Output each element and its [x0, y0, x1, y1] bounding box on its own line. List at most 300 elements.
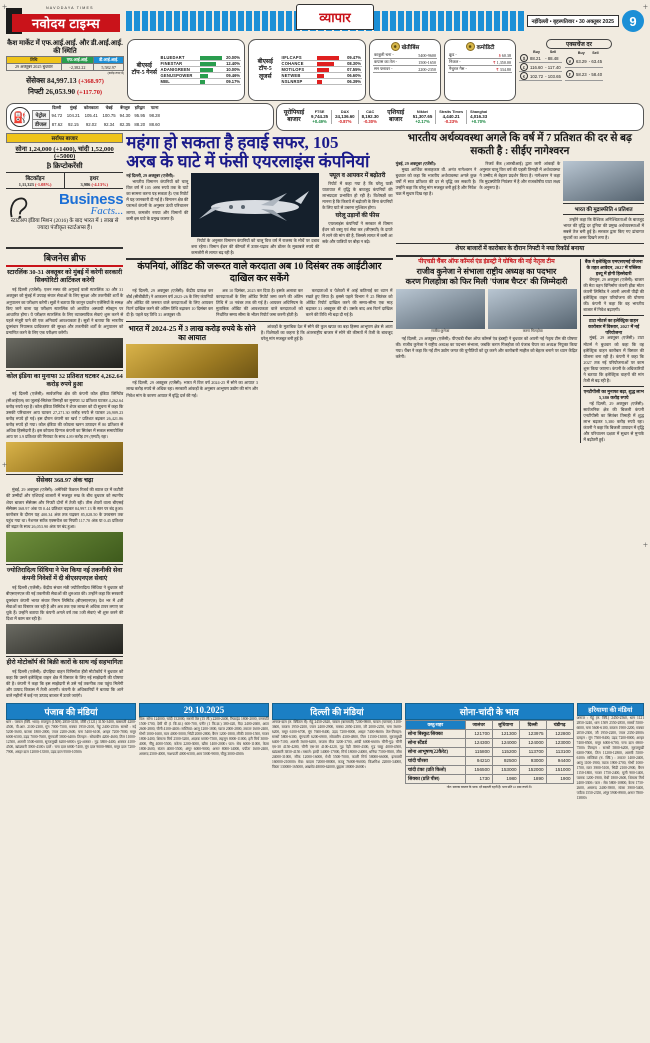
ticker-name: FINESTAR: [160, 61, 199, 67]
fii-note: (करोड़ रुपए में): [107, 71, 124, 76]
punjab-mandi-title: पंजाब की मंडियां: [6, 703, 136, 720]
lead-headline-line2: अरब के घाटे में फंसी एयरलाइंस कंपनियां: [126, 152, 370, 172]
story2-main: [396, 259, 578, 443]
lead-top-row: [126, 173, 392, 256]
gold-item-name: सोना स्टैंडर्ड: [405, 738, 465, 747]
brief-divider: [6, 370, 123, 371]
fuel-city: बेंगलुरु: [120, 104, 130, 110]
brief-article: [6, 269, 123, 371]
fii-row-fii: -2,382.22: [61, 64, 94, 71]
agri-seal-icon: ✹: [391, 42, 400, 51]
commodity-title: कमोडिटी: [476, 44, 495, 51]
market-data-strip: [6, 39, 644, 101]
brief-article: [6, 659, 123, 700]
punjab-mandi: [6, 703, 136, 802]
mid-story2-right: [261, 324, 393, 399]
lead-body-2: रिपोर्ट के अनुसार विमानन कंपनियों को चालू वित्त वर्ष में राजस्व के मोर्चे पर दबाव बना रहेगा। विमान ईंधन की कीमतों में उतार-चढ़ाव और डॉलर के मुकाबले रुपये की कमजोरी से लागत बढ़ रही है।: [191, 238, 320, 256]
index-value: 4,016.33: [470, 114, 488, 119]
mandi-section: [6, 703, 644, 802]
commodity-table: [448, 52, 512, 73]
losers-rows: [281, 55, 362, 85]
lead-col-3: [322, 173, 392, 256]
gold-item-name: चांदी चौरसा: [405, 756, 465, 765]
small-story-head: बैंक ने इलेक्ट्रिक एमएसएमई योजना के तहत आवेदन, 2027 में पब्लिक इश्यू में होगी हिस्सेदारी: [584, 259, 643, 276]
change-percent: 06.60%: [340, 73, 362, 79]
gold-head-row: [405, 720, 573, 729]
gold-price-cell: 122800: [546, 729, 573, 738]
table-row: [160, 79, 241, 85]
top-gainers-panel: [127, 39, 245, 101]
gold-price-cell: 113700: [519, 747, 546, 756]
gold-table-body: [405, 729, 573, 783]
gold-price-cell: 92500: [492, 756, 519, 765]
forex-right-rows: [565, 56, 603, 81]
index-change: -0.23%: [444, 119, 458, 124]
europe-title: यूरोपियाई बाजार: [283, 110, 305, 123]
brief-article: [6, 477, 123, 565]
losers-table: [281, 55, 362, 85]
agri-rows: [373, 52, 437, 73]
brief-article-body: नई दिल्ली (एजेंसी): केंद्रीय संचार मंत्री ज्योतिरादित्य सिंधिया ने बुधवार को बीएसएनएल की नई तकनीकी सेवाओं की शुरुआत की। उन्होंने कहा कि सरकारी दूरसंचार कंपनी भारत संचार निगम लिमिटेड (बीएसएनएल) देश भर में 4जी सेवाओं का विस्तार कर रही है और अब तक एक लाख से अधिक टावर लगाए जा चुके हैं। उन्होंने बताया कि कंपनी अगले वर्ष तक 5जी सेवाएं भी शुरू करने की दिशा में काम कर रही है।: [6, 585, 124, 621]
karan-gilhotra-photo: [488, 289, 577, 329]
lead-byline: नई दिल्ली, 29 अक्तूबर (एजेंसी):: [126, 173, 175, 179]
currency-symbol: ¥: [565, 56, 575, 68]
table-row: [565, 56, 603, 68]
currency-buy: 58.23: [575, 68, 588, 81]
mid-story2-body-2: आंकड़ों के मुताबिक देश में सोने की कुल खपत का बड़ा हिस्सा आभूषण क्षेत्र से आता है। विशेषज्ञों का कहना है कि अंतरराष्ट्रीय बाजार में सोने की कीमतों में तेजी के बावजूद घरेलू मांग मजबूत बनी हुई है।: [260, 323, 393, 341]
index-item: [435, 110, 466, 124]
lead-headline-line1: महंगा हो सकता है हवाई सफर, 105: [126, 133, 339, 152]
fuel-table: [32, 105, 162, 130]
crop-mark-mr: +: [642, 540, 648, 550]
gainers-table: [160, 55, 241, 85]
index-value: 24,136.60: [335, 114, 355, 119]
currency-sell: - 88.48: [544, 54, 562, 63]
crop-mark-tr: +: [642, 2, 648, 12]
mandi-date-title: 29.10.2025: [139, 703, 269, 717]
gold-price-cell: 1890: [519, 774, 546, 783]
haryana-mandi: [577, 703, 644, 802]
petrol-price: 94.72: [51, 112, 63, 118]
table-row: [519, 63, 562, 72]
right-subhead2: शेयर बाजारों में कारोबार के दौरान निफ्टी ने नया रिकॉर्ड बनाया: [455, 245, 585, 252]
sarafa-line: सोना 1,24,000 (+1400), चांदी 1,52,000 (+5000): [15, 146, 114, 160]
fuel-city: हरिद्वार: [134, 104, 145, 110]
gold-price-cell: 1900: [546, 774, 573, 783]
lead-subcaption: घरेलू उड़ानों की फीस: [335, 213, 380, 220]
page-body: [6, 133, 644, 700]
left-sidebar: [6, 133, 123, 700]
diesel-price: 92.34: [103, 121, 115, 127]
divider-3: [396, 243, 644, 244]
index-change: +0.70%: [471, 119, 486, 124]
story3-head: टाटा मोटर्स का इलेक्ट्रिक वाहन कारोबार में विस्तार, 2027 में नई परियोजना: [588, 318, 640, 335]
mid-story2-left: [126, 324, 258, 399]
brief-divider: [6, 564, 123, 565]
sensex-change: (+368.97): [78, 78, 104, 86]
ticker-name: ADANIGREEN: [160, 67, 199, 73]
change-bar: [317, 56, 339, 60]
ticker-name: NSLNRSP: [281, 79, 316, 85]
gold-city-header: लुधियाना: [492, 720, 519, 729]
section-tab: [296, 4, 374, 30]
index-value: 9,744.25: [311, 114, 329, 119]
gold-col-item: वस्तु/शहर: [405, 720, 465, 729]
index-name: Nikkei: [416, 110, 429, 114]
haryana-mandi-body: अनाज : गेहूं (रु. क्विं.) 2450-2560, धान 1121 2850-3240, धान 1509 2550-2850, सरसों 5500-6000, चना 5600-6100, बाजरा 1900-2200, मक्का 2050-2300, जौ 1950-2200, ज्वार 2350-2800। दलहन : मूंग 7500-8400, उड़द 7200-8000, अरहर 7400-8500, मसूर 6000-6700, चना दाल 6900-7500। तिलहन : सरसों 5800-6200, सूरजमुखी 6300-7000, तिल 11200-12800, अलसी 5500-6100। सब्जियां (रु. क्विं.) : टमाटर 1400-2400, आलू 1100-1900, प्याज 1900-2700, गोभी 1000-1700, मटर 3900-5100, भिंडी 2100-2900, बैंगन 1150-1800, गाजर 1750-2400, मूली 900-1400, पालक 1200-1900, मेथी 1800-2600, शिमला मिर्च 2400-3300। फल : सेब 5800-10800, केला 1750-2600, अमरूद 2400-3900, संतरा 3900-5400, पपीता 1550-2350, अंगूर 5900-8900, अनार 7800-13800।: [576, 715, 645, 801]
gold-table-head: [405, 720, 573, 729]
gold-price-cell: 153000: [492, 765, 519, 774]
story2-photo-2-wrap: [488, 289, 577, 334]
agri-value: 1500-1650: [409, 59, 437, 66]
right-byline: मुंबई, 29 अक्तूबर (एजेंसी):: [395, 160, 437, 166]
change-bar: [200, 56, 222, 60]
commodity-name: नैचुरल गैस -: [448, 66, 480, 73]
fuel-petrol-row: [33, 111, 162, 120]
brief-divider: [6, 656, 123, 657]
gold-price-cell: 156500: [465, 765, 492, 774]
table-row: [405, 774, 573, 783]
change-bar-cell: [199, 79, 223, 85]
currency-buy: 102.72: [530, 73, 544, 79]
index-item: [410, 110, 436, 124]
right-body-3: उन्होंने कहा कि वैश्विक अनिश्चितताओं के बावजूद भारत की वृद्धि दर दुनिया की प्रमुख अर्थव्यवस्थाओं में सबसे तेज बनी हुई है। सरकार द्वारा किए गए ढांचागत सुधारों का असर दिखने लगा है।: [563, 216, 645, 240]
newspaper-logo: [6, 6, 124, 36]
fii-col-dii: डी.आई.आई.: [94, 57, 124, 64]
gold-table-footnote: नोट: सराफा बाजार के भाव। दरें बदलती रहती हैं। भाव प्रति 10 ग्राम रुपये में।: [446, 784, 532, 789]
divider-5: [583, 315, 644, 316]
currency-symbol: $: [519, 54, 529, 63]
petrol-price: 94.30: [119, 112, 131, 118]
agri-name: काबुली चना -: [373, 52, 409, 59]
mid-story-cols: [126, 288, 392, 318]
table-row: [405, 747, 573, 756]
brief-article-headline: ज्योतिरादित्य सिंधिया ने पेश किया नई तकनीकी सेवा कंपनी निवेशों में दी बीएसएनएल सेवाएं: [6, 567, 123, 583]
crop-mark-ml: +: [2, 460, 8, 470]
petrol-price: 105.41: [84, 112, 98, 118]
forex-title: एक्सचेंज दर: [546, 39, 612, 49]
diesel-price: 88.20: [134, 121, 146, 127]
crypto-grid: [6, 172, 123, 189]
fuel-pump-icon: ⛽: [10, 107, 30, 127]
punjab-mandi-body: धान : परमल (क्विं. भाव): राजपुरा (1509) 2850-3150, जीरी (1121) 3150-3400, बासमती 4200-4500, पी.आर. 2100-2300, मूंग 7000-7500, मक्का 1950-2100, गेहूं 2400-2550। सरसों : नई 5200-5600, बाजरा 1800-2000, ज्वार 2200-2600, चना 5400-6100, अरहर 7200-7800, मसूर 6000-6500, उड़द 7000-7600, मूंगफली 5800-6400। तिलहन : सोयाबीन 4200-4600, तिल 11000-12500, अलसी 5500-6000, सूरजमुखी 6200-6800। गुड़-शक्कर : गुड़ 3800-4400, शक्कर 4100-4500, खांडसारी 3900-4300। दालें : चना दाल 6800-7400, मूंग दाल 9000-9800, मसूर दाल 7200-7900, अरहर दाल 12000-13500, उड़द दाल 9500-10500।: [6, 719, 136, 754]
europe-items: [308, 110, 382, 124]
currency-symbol: £: [519, 63, 529, 72]
story2-photos: [396, 289, 578, 334]
currency-symbol: €: [519, 72, 529, 81]
table-row: [281, 79, 362, 85]
change-bar: [200, 62, 216, 66]
ticker-name: GENUSPOWER: [160, 73, 199, 79]
dateline: नईदिल्ली • बृहस्पतिवार • 30 अक्तूबर 2025: [527, 15, 619, 27]
petrol-price: 95.95: [134, 112, 146, 118]
center-column: [126, 133, 392, 700]
commodity-name: निकल -: [448, 59, 480, 66]
currency-sell: - 58.40: [588, 68, 603, 81]
mid-story-headline: कंपनियां, ऑडिट की जरूरत वाले करदाता अब 10 दिसंबर तक आईटीआर दाखिल कर सकेंगे: [137, 262, 382, 285]
right-top-cols: [396, 161, 644, 241]
brief-article-body: मुंबई, 29 अक्तूबर (एजेंसी): अमेरिकी फेडरल रिजर्व की ब्याज दर में कटौती की उम्मीदों और एशियाई बाजारों में मजबूत रुख के बीच बुधवार को स्थानीय शेयर बाजार सेंसेक्स और निफ्टी दोनों में तेजी रही। तीस शेयरों वाला बीएसई सेंसेक्स 368.97 अंक या 0.44 प्रतिशत चढ़कर 84,997.13 के स्तर पर बंद हुआ। कारोबार के दौरान यह 400.34 अंक तक चढ़कर 85,028.50 के उच्चस्तर तक पहुंच गया था। नेशनल स्टॉक एक्सचेंज का निफ्टी 117.70 अंक या 0.45 प्रतिशत की बढ़त के साथ 26,053.90 अंक पर बंद हुआ।: [6, 487, 124, 529]
logo-latin-name: NAVODAYA TIMES: [46, 6, 94, 10]
commodity-value: $ 60.38: [480, 52, 512, 59]
divider-1: [126, 258, 392, 260]
brief-article-body: नई दिल्ली (एजेंसी): दोपहिया वाहन विनिर्माता हीरो मोटोकॉर्प ने बुधवार को कहा कि उसने इलेक्ट्रिक वाहन क्षेत्र में विस्तार के लिए नई साझेदारी की घोषणा की है। कंपनी ने कहा कि इस साझेदारी से उसे नई तकनीक तक पहुंच मिलेगी और उत्पाद विकास में तेजी आएगी। कंपनी के अधिकारियों ने बताया कि आने वाले महीनों में कई नए उत्पाद बाजार में उतारे जाएंगे।: [6, 669, 124, 699]
lead-caption: फ्यूल व आयकर में बढ़ोतरी: [329, 173, 386, 180]
gold-silver-table: [405, 720, 574, 784]
gold-price-cell: 152000: [519, 765, 546, 774]
table-row: [405, 729, 573, 738]
gainers-rows: [160, 55, 241, 85]
petrol-price: 104.21: [66, 112, 80, 118]
change-percent: 09.47%: [340, 55, 362, 61]
story4-body: नई दिल्ली, 29 अक्तूबर (एजेंसी): सार्वजनिक क्षेत्र की बिजली कंपनी एनटीपीसी का सितंबर तिमाही में शुद्ध लाभ बढ़कर 5,380 करोड़ रुपये रहा। कंपनी ने कहा कि बिजली उत्पादन में वृद्धि और परिचालन दक्षता में सुधार से मुनाफे में बढ़ोतरी हुई।: [583, 400, 644, 443]
ticker-name: MBL: [160, 79, 199, 85]
index-value: 8,192.30: [361, 114, 379, 119]
index-name: Shanghai: [470, 110, 488, 114]
forex-left-rows: [519, 54, 562, 81]
global-indices-panel: [276, 103, 644, 131]
masthead: [6, 4, 644, 38]
gold-price-cell: 123000: [546, 738, 573, 747]
sensex-value: 84,997.13: [46, 76, 77, 86]
crypto-title-label: क्रिप्टोकरेंसी: [53, 162, 83, 170]
commodity-rows: [448, 52, 512, 73]
currency-buy: 116.60: [530, 64, 543, 70]
table-row: [373, 66, 437, 73]
gold-silver-title: सोना-चांदी के भाव: [405, 703, 574, 720]
ticker-name: NETWEB: [281, 73, 316, 79]
story-text-column: नई दिल्ली, 29 अक्तूबर (एजेंसी): केंद्रीय प्रत्यक्ष कर बोर्ड (सीबीडीटी) ने आकलन वर्ष 2025-26 के लिए कंपनियों और ऑडिट की जरूरत वाले करदाताओं के लिए आयकर रिटर्न दाखिल करने की अंतिम तिथि बढ़ाकर 10 दिसंबर कर दी है। पहले यह तिथि 31 अक्तूबर थी।: [126, 288, 214, 318]
petrol-price: 100.75: [102, 112, 116, 118]
story2-caption-1: राजीव कुनेजा: [431, 328, 450, 333]
divider-4: [396, 255, 644, 257]
story4-head: एनटीपीसी का मुनाफा बढ़ा, शुद्ध लाभ 5,380 करोड़ रुपये: [583, 389, 644, 400]
table-row: [373, 59, 437, 66]
agri-name: कपास का तेल -: [373, 59, 409, 66]
fx-buy-head-l: Buy: [533, 50, 540, 54]
gold-price-cell: 123975: [519, 729, 546, 738]
gold-price-cell: 115200: [492, 747, 519, 756]
change-percent: 06.39%: [340, 79, 362, 85]
crypto-title: [6, 161, 123, 172]
table-row: [519, 72, 562, 81]
gold-city-header: चंडीगढ़: [546, 720, 573, 729]
currency-symbol: ₣: [565, 68, 575, 81]
forex-panel: [519, 39, 639, 101]
change-percent: 09.17%: [223, 79, 241, 85]
index-value: 4,440.21: [442, 114, 460, 119]
story2-photo-1-wrap: [396, 289, 485, 334]
brief-article-body: नई दिल्ली (एजेंसी): एलन मस्क की अगुवाई वाली स्टारलिंक 30 और 31 अक्तूबर को मुंबई में उपग्रह संचार सेवाओं के लिए सुरक्षा और तकनीकी शर्तों के अनुपालन का परीक्षण करेगी। सूत्रों ने बताया कि कानून प्रवर्तन एजेंसियों के समक्ष किए जाने वाला यह परीक्षण स्टारलिंक को आवंटित अस्थायी स्पेक्ट्रम पर आधारित होगा। ये परीक्षण स्टारलिंक के लिए व्यावसायिक सेवाएं शुरू करने से पहले मंजूरी पाने की एक अनिवार्य आवश्यकता है। सूत्रों ने बताया कि भारतीय दूरसंचार नियामक प्राधिकरण की सुरक्षा और तकनीकी शर्तों के अनुपालन को प्रमाणित करने के लिए एक परीक्षण करेगी।: [6, 287, 124, 335]
table-row: [519, 54, 562, 63]
lead-body-3: रिपोर्ट में कहा गया है कि घरेलू यात्री यातायात में वृद्धि के बावजूद कंपनियों की लाभप्रदता प्रभावित हो रही है। विशेषज्ञों का मानना है कि किराये में बढ़ोतरी के बिना कंपनियों के लिए घाटे से उबरना मुश्किल होगा।: [322, 180, 393, 210]
asia-title: एशियाई बाजार: [387, 110, 405, 123]
right-quote-lead: भारत की मुद्रास्फीति 4 प्रतिशत: [563, 203, 644, 215]
crypto-change: (-4.13%): [91, 182, 108, 187]
gold-price-cell: 94400: [546, 756, 573, 765]
crypto-item: [64, 173, 123, 188]
index-name: Straits Times: [439, 110, 464, 114]
table-row: [405, 765, 573, 774]
commodity-seal-icon: ✹: [466, 42, 475, 51]
commodity-value: ₹ 1,350.00: [480, 59, 512, 66]
index-item: [358, 110, 382, 124]
mid-story2-wrap: [126, 324, 392, 399]
brief-article-headline: कोल इंडिया का मुनाफा 32 प्रतिशत घटकर 4,262.64 करोड़ रुपये हुआ: [6, 373, 123, 389]
diesel-price: 82.35: [119, 121, 131, 127]
index-item: [331, 110, 358, 124]
agri-name: सन फ्लावर -: [373, 66, 409, 73]
fx-sell-head-r: Sell: [592, 50, 599, 55]
gold-price-cell: 94210: [465, 756, 492, 765]
fii-row-dii: 5,582.97: [94, 64, 124, 71]
ticker-name: MOTILOFS: [281, 67, 316, 73]
petrol-price: 98.28: [149, 112, 160, 118]
commodity-panel: [444, 39, 516, 101]
gold-price-cell: 93000: [519, 756, 546, 765]
gold-item-name: सोना आभूषण(22कैरेट): [405, 747, 465, 756]
currency-sell: - 63.45: [588, 56, 603, 68]
change-bar: [200, 80, 205, 84]
agri-panel: [369, 39, 441, 101]
airplane-photo: [191, 173, 319, 237]
index-item: [308, 110, 331, 124]
lead-col-1: [126, 173, 188, 256]
currency-sell: - 103.65: [545, 73, 561, 79]
fuel-city: पटना: [150, 104, 159, 110]
fii-row-date: 29 अक्तूबर 2025 बुधवार: [7, 64, 62, 71]
agri-value: 5400-9600: [409, 52, 437, 59]
diesel-price: 88.60: [149, 121, 160, 127]
gold-price-cell: 121300: [492, 729, 519, 738]
story2-kicker: पीएचडी चैंबर ऑफ कॉमर्स एंड इंडस्ट्री ने घोषित की नई नेतृत्व टीम: [418, 259, 555, 266]
fuel-city: दिल्ली: [52, 104, 62, 110]
table-row: [565, 68, 603, 81]
fii-col-fii: एफ.आई.आई.: [61, 57, 94, 64]
story-text-column: करदाताओं व पेशेवरों में आई कठिनाई का ध्यान में रखते हुए लिया है। इससे पहले विभाग ने 25 सितंबर को ऑडिट रिपोर्ट दाखिल करने की समय-सीमा एक माह बढ़ाकर 31 अक्तूबर की थी। उसके बाद अब रिटर्न दाखिल करने की तिथि भी बढ़ा दी गई है।: [305, 288, 393, 318]
ticker-name: BLUEDART: [160, 55, 199, 61]
index-name: DAX: [340, 110, 349, 114]
haryana-mandi-title: हरियाणा की मंडियां: [577, 703, 644, 716]
lead-photo-wrap: [191, 173, 319, 256]
nifty-change: (+117.70): [76, 89, 103, 97]
section-tab-label: व्यापार: [319, 10, 351, 25]
divider-6: [583, 386, 644, 387]
business-facts-text: स्टार्टअप इंडिया मिशन (2016) के बाद भारत में 1 लाख से ज्यादा पंजीकृत स्टार्टअप्स हैं।: [10, 218, 119, 232]
change-percent: 08.30%: [340, 61, 362, 67]
ticker-name: IIFLCAPS: [281, 55, 316, 61]
change-percent: 20.00%: [223, 55, 241, 61]
nifty-value: 26,053.90: [45, 87, 76, 97]
gold-price-cell: 121700: [465, 729, 492, 738]
right-headline: भारतीय अर्थव्यवस्था अगले कि वर्ष में 7 प्रतिशत की दर से बढ़ सकती है : सीईए नागेश्वरन: [407, 133, 632, 157]
fx-buy-head-r: Buy: [577, 50, 585, 55]
brief-divider: [6, 474, 123, 475]
crop-mark-tl: +: [2, 2, 8, 12]
nifty-line: [6, 87, 124, 97]
business-facts-title: Business: [58, 191, 124, 208]
crypto-icon: ₿: [46, 162, 52, 170]
agri-title: खेतीबिंस: [401, 44, 420, 51]
fuel-price-panel: [6, 103, 274, 131]
petrol-label: पेट्रोल: [33, 111, 50, 120]
gold-price-cell: 1730: [465, 774, 492, 783]
gold-price-cell: 151000: [546, 765, 573, 774]
commodity-title-row: [448, 42, 512, 51]
forex-columns: [519, 50, 639, 81]
story3-body: मुंबई, 29 अक्तूबर (एजेंसी): टाटा मोटर्स ने बुधवार को कहा कि वह इलेक्ट्रिक वाहन कारोबार में विस्तार की योजना बना रही है। कंपनी ने कहा कि 2027 तक नई परियोजनाओं पर काम शुरू किया जाएगा। कंपनी के अधिकारियों ने बताया कि इलेक्ट्रिक वाहनों की मांग तेजी से बढ़ रही है।: [583, 335, 644, 384]
top-losers-panel: [248, 39, 366, 101]
question-head-icon: [8, 195, 30, 219]
brief-article-photo: [6, 624, 123, 654]
delhi-mandi-body: अनाज-दाल (रु. क्विंटल में): गेहूं 2450-2620, चावल (बासमती) 7200-9800, चावल (परमल) 3100-3600, बाजरा 1950-2200, ज्वार 2400-2900, मक्का 2050-2300, जौ 2000-2250, चना 5600-6200, मसूर 6100-6700, मूंग 7600-8400, उड़द 7200-8000, अरहर 7400-8600। तेल-तिलहन: सरसों 5800-6300, मूंगफली 6200-6900, सोयाबीन 4300-4800, तिल 11500-13000, सूरजमुखी 6400-7100, अलसी 5600-6200, कपास बीज 3200-3700, अरंडी 6000-6600। चीनी-गुड़: चीनी एम-30 4150-4280, चीनी एस-30 4100-4220, गुड़ पेड़ी 3900-4300, गुड़ चाकू 4000-4500, खांडसारी 3850-4150। मसाले: हल्दी 14000-17000, मिर्च 18000-24000, धनिया 7500-9500, जीरा 24000-31000, सौंफ 12000-16000, मेथी 5500-7000, काली मिर्च 58000-66000, इलायची 160000-210000। मेवा: बादाम 72000-88000, काजू 76000-96000, किशमिश 22000-34000, पिस्ता 130000-165000, अखरोट 48000-62000, छुहारा 18000-26000।: [271, 719, 402, 769]
business-brief-title: बिजनेस ब्रीफ: [6, 249, 123, 267]
change-bar: [200, 68, 213, 72]
index-name: CAC: [366, 110, 375, 114]
fuel-city: कोलकाता: [83, 104, 99, 110]
gold-price-cell: 115800: [465, 747, 492, 756]
story2-wrap: [396, 259, 644, 443]
currency-sell: - 117.40: [545, 64, 561, 70]
brief-article-headline: सेंसेक्स 368.97 अंक चढ़ा: [36, 477, 94, 485]
agri-table: [373, 52, 437, 73]
right-col-3: [563, 161, 644, 241]
lead-body-1: भारतीय विमानन कंपनियों को चालू वित्त वर्ष में 105 अरब रुपये तक के घाटे का सामना करना पड़ सकता है। एक रिपोर्ट में यह जानकारी दी गई है। विमानन क्षेत्र की परामर्श कंपनी के अनुसार ऊंची परिचालन लागत, कमजोर रुपया और विमानों की कमी इस घाटे के प्रमुख कारण हैं।: [126, 179, 189, 221]
fuel-city-header-row: [33, 105, 162, 111]
fuel-city: चेन्नई: [105, 104, 113, 110]
lead-body-4: एयरलाइंस कंपनियों ने सरकार से विमान ईंधन को वस्तु एवं सेवा कर (जीएसटी) के दायरे में लाने की मांग की है, जिससे लागत में कमी आ सके और यात्रियों पर बोझ न बढ़े।: [322, 220, 393, 244]
change-percent: 10.00%: [223, 67, 241, 73]
crypto-name: बिटकॉइन: [25, 176, 45, 182]
small-story-body: बेंगलुरु, 29 अक्तूबर (एजेंसी): बाजार की मेटा वहन विनिर्माण कंपनी होंडा मोटर कंपनी लिमिटेड ने अपनी अगली पीढ़ी की इलेक्ट्रिक वाहन परियोजना की घोषणा की। कंपनी ने कहा कि वह भारतीय बाजार में निवेश बढ़ाएगी।: [583, 276, 644, 313]
rajiv-khuneja-photo: [396, 289, 485, 329]
gold-price-cell: 124000: [492, 738, 519, 747]
forex-table-left: [519, 50, 562, 81]
right-col-2: [479, 161, 560, 241]
gainers-label: बीएसई टॉप-5 गेनर्स: [131, 62, 157, 76]
gold-silver-panel: [405, 703, 574, 802]
change-bar-cell: [316, 79, 340, 85]
table-row: [405, 756, 573, 765]
fii-col-date: तिथि: [7, 57, 62, 64]
fuel-global-strip: [6, 103, 644, 131]
fii-dii-title: कैश मार्केट में एफ.आई.आई. और डी.आई.आई. की स्थिति: [7, 39, 123, 56]
story2-head-2: करण गिलहोत्रा को फिर मिली 'पंजाब चैप्टर' की जिम्मेदारी: [405, 276, 568, 286]
brief-article: [6, 373, 123, 475]
change-percent: 12.40%: [223, 61, 241, 67]
brief-article: [6, 567, 123, 657]
gold-price-cell: 124300: [465, 738, 492, 747]
divider-2: [126, 321, 392, 322]
business-facts-subtitle: Facts...: [90, 205, 124, 217]
fx-sell-head-l: Sell: [549, 50, 557, 54]
mid-story2-body-1: नई दिल्ली, 29 अक्तूबर (एजेंसी): भारत में वित्त वर्ष 2024-25 में सोने का आयात 3 लाख करोड़ रुपये से अधिक रहा। सरकारी आंकड़ों के अनुसार आभूषण उद्योग की मांग और निवेश मांग के कारण आयात में वृद्धि दर्ज की गई।: [126, 380, 258, 398]
gold-price-cell: 113100: [546, 747, 573, 756]
gold-city-header: जालंधर: [465, 720, 492, 729]
diesel-label: डीजल: [33, 120, 50, 129]
date-mandi-body: वित्त: सोना 124000, चांदी 152000, सरसों तेल (15 ली.) 2200-2400, रिफाइंड 1800-2000, वनस्पति 1500-1700, देसी घी (1 कि.ग्रा.) 600-700, पनीर (1 कि.ग्रा.) 380-420, मैदा 2400-2600, आटा 2600-2800, चीनी 4100-4400। सब्जियां: आलू 1200-1800, प्याज 2000-2800, टमाटर 1600-2400, गोभी 1000-1600, मटर 4000-5000, भिंडी 2000-2800, बैंगन 1200-1800, लौकी 1000-1500, गाजर 1800-2400, शिमला मिर्च 2500-3200, अदरक 6000-7500, लहसुन 8000-11000, हरी मिर्च 3000-4000, नींबू 4000-5500, करेला 2200-3000, खीरा 1400-2000। फल: सेब 6000-11000, केला 1800-2600, संतरा 4000-5500, अंगूर 6000-9000, अनार 8000-14000, पपीता 1600-2400, अमरूद 2500-4000, नाशपाती 4000-6500, आम 5000-9000, चीकू 3000-4500।: [138, 716, 269, 756]
forex-table-right: [565, 50, 603, 81]
mid-story2-headline: भारत में 2024-25 में 3 लाख करोड़ रुपये के सोने का आयात: [128, 323, 256, 342]
change-bar: [317, 74, 324, 78]
change-percent: 09.46%: [223, 73, 241, 79]
index-item: [466, 110, 490, 124]
brand-name: नवोदय टाइम्स: [32, 16, 100, 31]
ticker-name: COHANCE: [281, 61, 316, 67]
diesel-price: 87.62: [51, 121, 63, 127]
right-body-2: रिजर्व बैंक (आरबीआई) द्वारा जारी आंकड़ों के अनुसार चालू वित्त वर्ष की पहली तिमाही में अर्थव्यवस्था ने उम्मीद से बेहतर प्रदर्शन किया है। नागेश्वरन ने कहा कि मुद्रास्फीति नियंत्रण में है और राजकोषीय घाटा लक्ष्य के अनुरूप है।: [479, 160, 561, 190]
gold-price-cell: 124000: [519, 738, 546, 747]
